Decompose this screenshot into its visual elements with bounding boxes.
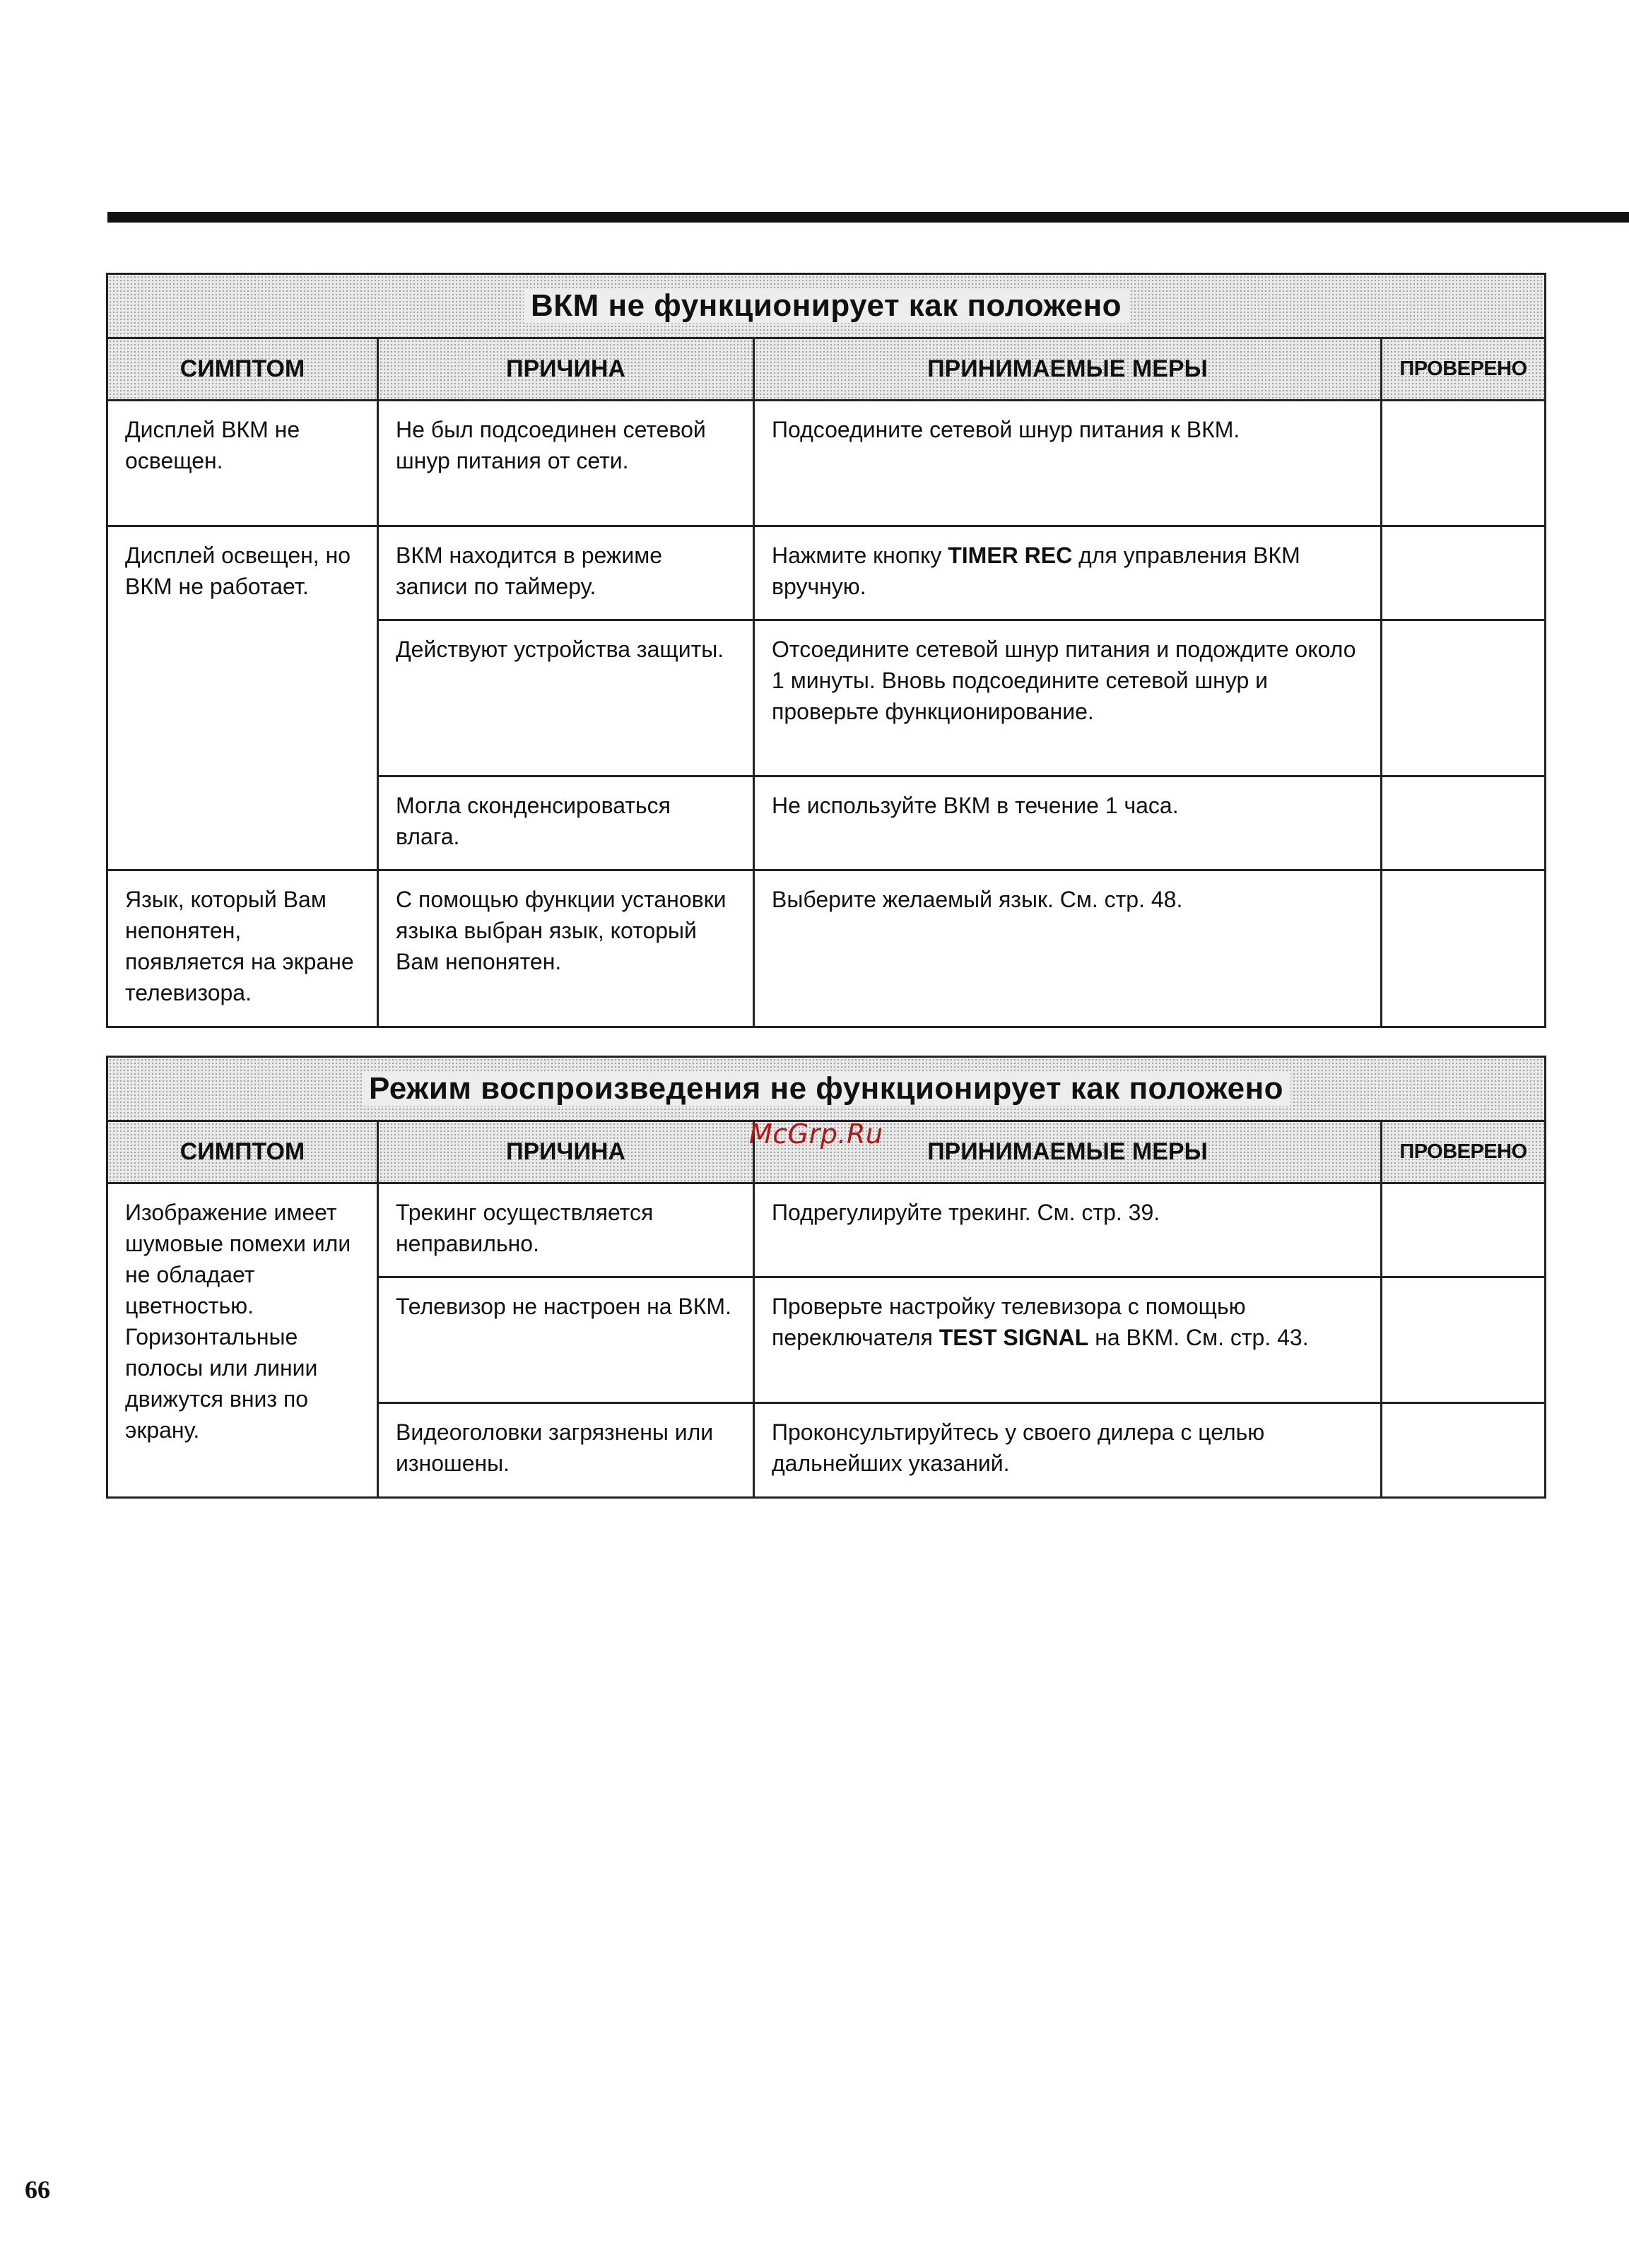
test-signal-label: TEST SIGNAL — [939, 1325, 1089, 1350]
top-rule — [107, 212, 1629, 223]
symptom-cell: Дисплей ВКМ не освещен. — [107, 401, 378, 526]
table-row — [107, 526, 1546, 620]
checked-cell[interactable] — [1382, 401, 1546, 526]
action-cell: Не используйте ВКМ в течение 1 часа. — [754, 776, 1382, 870]
page-number: 66 — [25, 2175, 50, 2204]
table-title-text: Режим воспроизведения не функционирует как положено — [362, 1071, 1290, 1106]
cause-cell: Трекинг осуществляется неправильно. — [378, 1183, 754, 1277]
checked-cell[interactable] — [1382, 620, 1546, 776]
header-cause: ПРИЧИНА — [378, 338, 754, 401]
action-cell — [754, 526, 1382, 620]
action-cell — [754, 1277, 1382, 1403]
cause-cell: Видеоголовки загрязнены или изношены. — [378, 1403, 754, 1498]
symptom-cell: Дисплей освещен, но ВКМ не работает. — [107, 526, 378, 870]
cause-cell: Действуют устройства защиты. — [378, 620, 754, 776]
header-checked: ПРОВЕРЕНО — [1382, 338, 1546, 401]
symptom-cell: Язык, который Вам непонятен, появляется на экране телевизора. — [107, 870, 378, 1027]
action-text: для управления ВКМ вручную. — [772, 543, 1300, 599]
table-title — [107, 1057, 1546, 1121]
header-checked: ПРОВЕРЕНО — [1382, 1121, 1546, 1183]
action-cell: Отсоедините сетевой шнур питания и подождите около 1 минуты. Вновь подсоедините сетевой шнур и проверьте функционирование. — [754, 620, 1382, 776]
table-title — [107, 274, 1546, 338]
symptom-cell: Изображение имеет шумовые помехи или не обладает цветностью. Горизонтальные полосы или линии движутся вниз по экрану. — [107, 1183, 378, 1498]
action-cell: Подсоедините сетевой шнур питания к ВКМ. — [754, 401, 1382, 526]
watermark: McGrp.Ru — [749, 1118, 883, 1150]
action-text: Нажмите кнопку — [772, 543, 948, 568]
cause-cell: ВКМ находится в режиме записи по таймеру. — [378, 526, 754, 620]
action-cell: Подрегулируйте трекинг. См. стр. 39. — [754, 1183, 1382, 1277]
table-row — [107, 401, 1546, 526]
timer-rec-label: TIMER REC — [948, 543, 1073, 568]
header-action: ПРИНИМАЕМЫЕ МЕРЫ — [754, 338, 1382, 401]
header-cause: ПРИЧИНА — [378, 1121, 754, 1183]
cause-cell: Телевизор не настроен на ВКМ. — [378, 1277, 754, 1403]
cause-cell: С помощью функции установки языка выбран язык, который Вам непонятен. — [378, 870, 754, 1027]
cause-cell: Могла сконденсироваться влага. — [378, 776, 754, 870]
checked-cell[interactable] — [1382, 1183, 1546, 1277]
action-text: Проверьте настройку телевизора с помощью переключателя — [772, 1294, 1246, 1350]
action-cell: Выберите желаемый язык. См. стр. 48. — [754, 870, 1382, 1027]
table-row — [107, 1183, 1546, 1277]
checked-cell[interactable] — [1382, 1277, 1546, 1403]
checked-cell[interactable] — [1382, 870, 1546, 1027]
cause-cell: Не был подсоединен сетевой шнур питания от сети. — [378, 401, 754, 526]
header-symptom: СИМПТОМ — [107, 338, 378, 401]
table-row — [107, 870, 1546, 1027]
action-cell: Проконсультируйтесь у своего дилера с целью дальнейших указаний. — [754, 1403, 1382, 1498]
table-title-text: ВКМ не функционирует как положено — [524, 288, 1129, 323]
checked-cell[interactable] — [1382, 1403, 1546, 1498]
checked-cell[interactable] — [1382, 526, 1546, 620]
header-action: ПРИНИМАЕМЫЕ МЕРЫ — [754, 1121, 1382, 1183]
checked-cell[interactable] — [1382, 776, 1546, 870]
header-symptom: СИМПТОМ — [107, 1121, 378, 1183]
vcr-malfunction-table — [106, 273, 1546, 1028]
action-text: на ВКМ. См. стр. 43. — [1088, 1325, 1309, 1350]
